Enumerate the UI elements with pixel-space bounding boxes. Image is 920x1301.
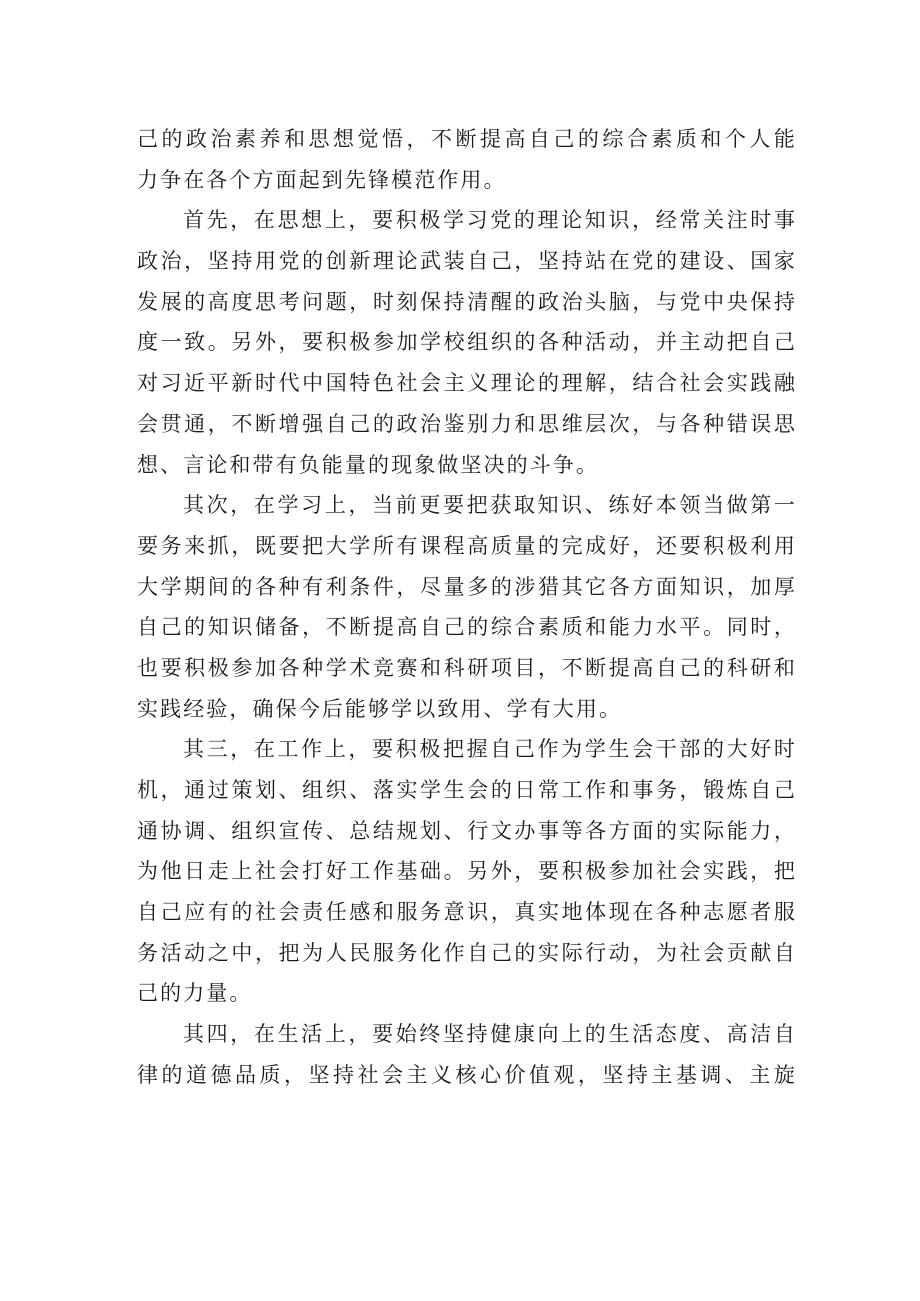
text-line: 会贯通，不断增强自己的政治鉴别力和思维层次，与各种错误思 bbox=[137, 411, 797, 436]
paragraph-5 bbox=[137, 1014, 797, 1095]
text-line: 对习近平新时代中国特色社会主义理论的理解，结合社会实践融 bbox=[137, 371, 797, 396]
paragraph-2 bbox=[137, 200, 797, 485]
text-line: 务活动之中，把为人民服务化作自己的实际行动，为社会贡献自 bbox=[137, 940, 797, 965]
text-line: 己的政治素养和思想觉悟，不断提高自己的综合素质和个人能 bbox=[137, 127, 797, 151]
text-line: 政治，坚持用党的创新理论武装自己，坚持站在党的建设、国家 bbox=[137, 249, 797, 274]
text-line: 通协调、组织宣传、总结规划、行文办事等各方面的实际能力， bbox=[137, 818, 797, 843]
text-line: 己的力量。 bbox=[137, 981, 253, 1006]
text-line: 其次，在学习上，当前更要把获取知识、练好本领当做第一 bbox=[183, 493, 797, 518]
text-line: 实践经验，确保今后能够学以致用、学有大用。 bbox=[137, 696, 623, 721]
text-line: 力争在各个方面起到先锋模范作用。 bbox=[137, 167, 507, 192]
text-line: 自己应有的社会责任感和服务意识，真实地体现在各种志愿者服 bbox=[137, 900, 797, 925]
text-line: 为他日走上社会打好工作基础。另外，要积极参加社会实践，把 bbox=[137, 859, 797, 884]
text-line: 其四，在生活上，要始终坚持健康向上的生活态度、高洁自 bbox=[183, 1022, 797, 1047]
body-text bbox=[137, 119, 797, 1096]
text-line: 要务来抓，既要把大学所有课程高质量的完成好，还要积极利用 bbox=[137, 533, 797, 558]
paragraph-1 bbox=[137, 119, 797, 200]
text-line: 其三，在工作上，要积极把握自己作为学生会干部的大好时 bbox=[183, 737, 797, 762]
paragraph-4 bbox=[137, 729, 797, 1014]
text-line: 度一致。另外，要积极参加学校组织的各种活动，并主动把自己 bbox=[137, 330, 797, 355]
text-line: 律的道德品质，坚持社会主义核心价值观，坚持主基调、主旋 bbox=[137, 1062, 797, 1087]
text-line: 首先，在思想上，要积极学习党的理论知识，经常关注时事 bbox=[183, 208, 797, 233]
text-line: 发展的高度思考问题，时刻保持清醒的政治头脑，与党中央保持 bbox=[137, 289, 797, 314]
text-line: 自己的知识储备，不断提高自己的综合素质和能力水平。同时， bbox=[137, 615, 797, 640]
paragraph-3 bbox=[137, 485, 797, 729]
text-line: 也要积极参加各种学术竞赛和科研项目，不断提高自己的科研和 bbox=[137, 655, 797, 680]
text-line: 机，通过策划、组织、落实学生会的日常工作和事务，锻炼自己 bbox=[137, 778, 797, 802]
text-line: 想、言论和带有负能量的现象做坚决的斗争。 bbox=[137, 452, 599, 477]
text-line: 大学期间的各种有利条件，尽量多的涉猎其它各方面知识，加厚 bbox=[137, 574, 797, 599]
